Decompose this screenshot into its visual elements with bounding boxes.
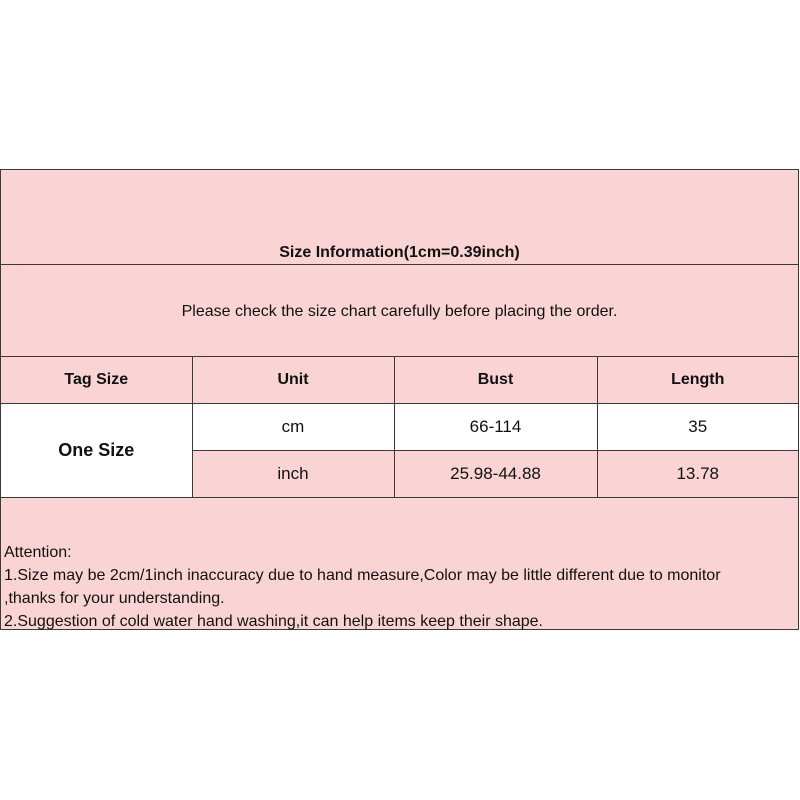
attention-heading: Attention: bbox=[4, 544, 72, 561]
header-bust: Bust bbox=[394, 357, 597, 404]
length-cell: 13.78 bbox=[597, 451, 798, 498]
attention-text bbox=[4, 541, 721, 633]
note-band bbox=[1, 265, 798, 357]
header-unit: Unit bbox=[192, 357, 394, 404]
unit-cell: inch bbox=[192, 451, 394, 498]
title-band bbox=[1, 170, 798, 265]
attention-line-3: 2.Suggestion of cold water hand washing,it can help items keep their shape. bbox=[4, 613, 543, 630]
bust-cell: 66-114 bbox=[394, 404, 597, 451]
length-cell: 35 bbox=[597, 404, 798, 451]
unit-cell: cm bbox=[192, 404, 394, 451]
header-length: Length bbox=[597, 357, 798, 404]
attention-band bbox=[1, 501, 798, 629]
size-check-note: Please check the size chart carefully before placing the order. bbox=[181, 303, 618, 320]
attention-line-1: 1.Size may be 2cm/1inch inaccuracy due to hand measure,Color may be little different due to monitor bbox=[4, 567, 721, 584]
table-header-row bbox=[1, 357, 798, 404]
bust-cell: 25.98-44.88 bbox=[394, 451, 597, 498]
size-info-title: Size Information(1cm=0.39inch) bbox=[279, 244, 520, 261]
size-chart bbox=[0, 169, 799, 630]
header-tag-size: Tag Size bbox=[1, 357, 192, 404]
size-table bbox=[1, 357, 798, 498]
tag-size-cell: One Size bbox=[1, 404, 192, 498]
table-row bbox=[1, 404, 798, 451]
attention-line-2: ,thanks for your understanding. bbox=[4, 590, 225, 607]
